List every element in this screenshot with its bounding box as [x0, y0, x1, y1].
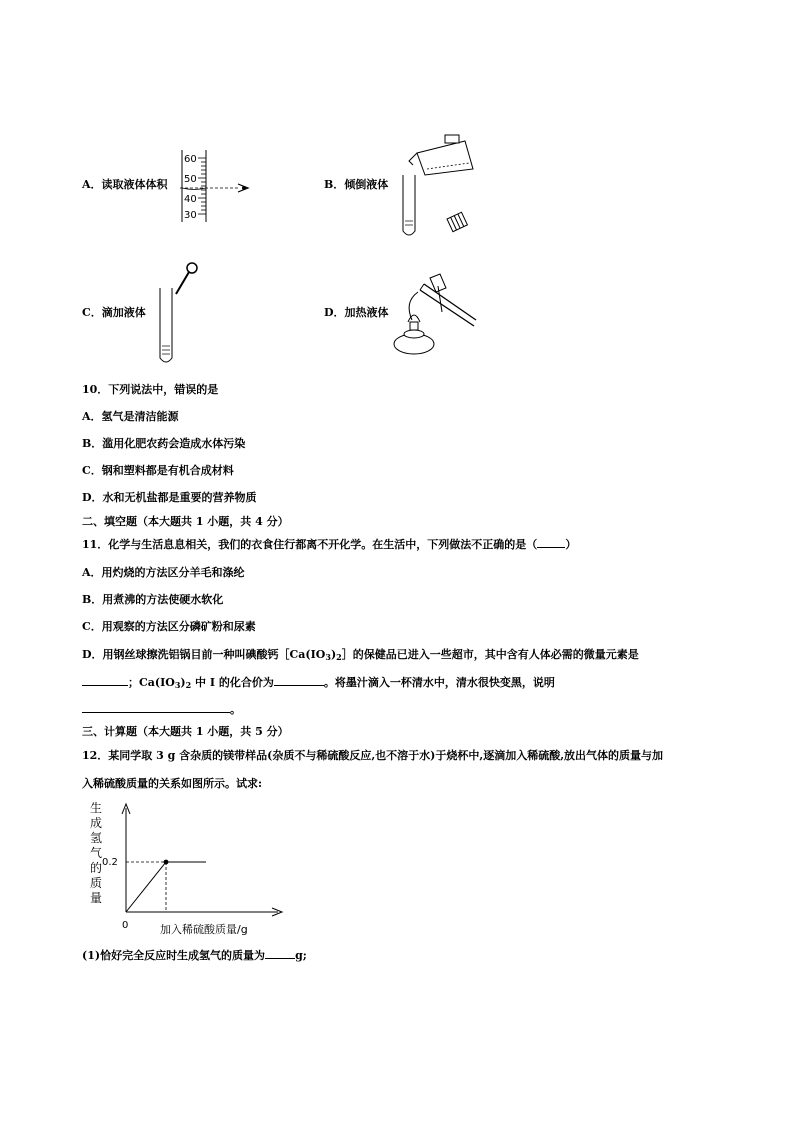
- y-axis-label-char: 的: [90, 861, 103, 875]
- q12-stem-line-1: 12．某同学取 3 g 含杂质的镁带样品(杂质不与稀硫酸反应,也不溶于水)于烧杯中,逐滴加入稀硫酸,放出气体的质量与加: [82, 749, 664, 762]
- trace-element-blank[interactable]: [82, 685, 128, 686]
- y-axis-label-char: 气: [90, 846, 103, 860]
- q10-option-b: B．滥用化肥农药会造成水体污染: [82, 437, 246, 450]
- q10-option-d: D．水和无机盐都是重要的营养物质: [82, 491, 257, 504]
- q11-fill-line-2: ；$Ca(IO_3)_2$ 中 I 的化合价为 。将墨汁滴入一杯清水中，清水很快变黑，说明: [82, 676, 555, 692]
- section-2-title: 二、填空题（本大题共 1 小题，共 4 分）: [82, 515, 289, 528]
- q10-option-c: C．钢和塑料都是有机合成材料: [82, 464, 234, 477]
- diffusion-explanation-blank[interactable]: [82, 712, 230, 713]
- q11-option-d: D．用钢丝球擦洗铝锅目前一种叫碘酸钙$[Ca(IO_3)_2]$的保健品已进入一些超市，其中含有人体必需的微量元素是: [82, 648, 639, 662]
- iodine-valence-blank[interactable]: [274, 685, 324, 686]
- q11-option-b: B．用煮沸的方法使硬水软化: [82, 593, 224, 606]
- y-axis-label: [90, 800, 102, 905]
- hydrogen-mass-blank[interactable]: [265, 958, 295, 959]
- y-axis-label-char: 氢: [90, 831, 103, 845]
- dropping-liquid-figure: [150, 258, 210, 370]
- pouring-liquid-figure: [395, 135, 475, 245]
- hydrogen-mass-chart: [80, 800, 290, 940]
- q10-stem: 10．下列说法中，错误的是: [82, 383, 219, 396]
- q11-stem: 11．化学与生活息息相关，我们的衣食住行都离不开化学。在生活中，下列做法不正确的是（ ）: [82, 538, 577, 551]
- q11-answer-blank[interactable]: [537, 547, 565, 548]
- q11-option-c: C．用观察的方法区分磷矿粉和尿素: [82, 620, 256, 633]
- cylinder-tick-30: 30: [184, 210, 197, 221]
- data-point-complete-reaction: [164, 860, 169, 865]
- q11-option-a: A．用灼烧的方法区分羊毛和涤纶: [82, 566, 245, 579]
- cylinder-tick-50: 50: [184, 174, 197, 185]
- y-axis-label-char: 生: [90, 801, 103, 815]
- section-3-title: 三、计算题（本大题共 1 小题，共 5 分）: [82, 725, 289, 738]
- q9-option-d: D．加热液体: [324, 306, 389, 319]
- origin-label: 0: [122, 920, 129, 931]
- y-tick-label-0-2: 0.2: [102, 857, 118, 868]
- cylinder-tick-40: 40: [184, 194, 197, 205]
- q9-option-b: B．倾倒液体: [324, 178, 389, 191]
- y-axis-label-char: 质: [90, 876, 103, 890]
- y-axis-label-char: 量: [90, 891, 103, 905]
- x-axis-label: 加入稀硫酸质量/g: [160, 923, 248, 936]
- q12-subquestion-1: (1)恰好完全反应时生成氢气的质量为 g;: [82, 949, 307, 962]
- q9-option-a: A．读取液体体积: [82, 178, 168, 191]
- q10-option-a: A．氢气是清洁能源: [82, 410, 179, 423]
- q12-stem-line-2: 入稀硫酸质量的关系如图所示。试求:: [82, 777, 263, 790]
- graduated-cylinder-figure: [170, 150, 260, 225]
- cylinder-tick-60: 60: [184, 154, 197, 165]
- q9-option-c: C．滴加液体: [82, 306, 146, 319]
- heating-liquid-figure: [390, 272, 480, 358]
- q11-fill-line-3: 。: [82, 703, 241, 717]
- y-axis-label-char: 成: [90, 816, 103, 830]
